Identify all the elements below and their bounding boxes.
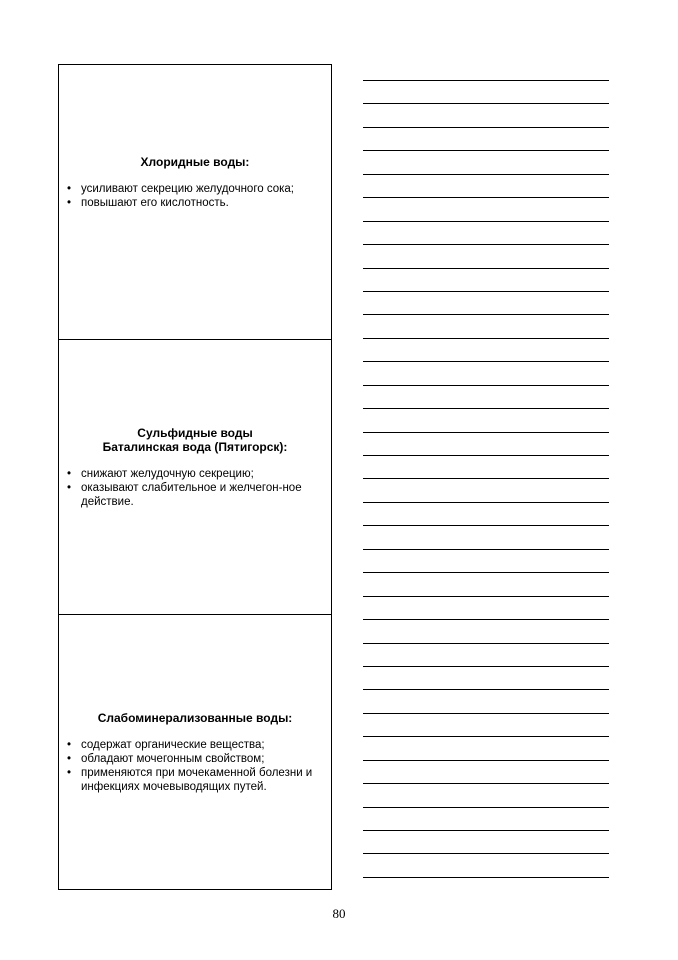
note-line: [363, 268, 609, 291]
note-line: [363, 877, 609, 900]
slide-sulfide-waters: [58, 339, 332, 615]
note-line: [363, 478, 609, 501]
note-line: [363, 596, 609, 619]
note-line: [363, 455, 609, 478]
note-line: [363, 549, 609, 572]
slide-title: Слабоминерализованные воды:: [97, 710, 293, 725]
bullet-item: • снижают желудочную секрецию;: [65, 467, 325, 481]
note-line: [363, 150, 609, 173]
note-line: [363, 244, 609, 267]
note-line: [363, 385, 609, 408]
slide-content: [65, 711, 325, 794]
note-line: [363, 760, 609, 783]
slide-title: Сульфидные воды Баталинская вода (Пятигорск):: [102, 425, 288, 454]
slide-content: [65, 155, 325, 210]
slide-chloride-waters: [58, 64, 332, 340]
notes-lines: [363, 80, 609, 900]
note-line: [363, 666, 609, 689]
bullet-list: [65, 738, 325, 794]
bullet-item: • усиливают секрецию желудочного сока;: [65, 182, 325, 196]
bullet-item: • применяются при мочекаменной болезни и инфекциях мочевыводящих путей.: [65, 766, 325, 794]
note-line: [363, 80, 609, 103]
note-line: [363, 689, 609, 712]
note-line: [363, 314, 609, 337]
note-line: [363, 525, 609, 548]
page-number: 80: [332, 906, 346, 921]
note-line: [363, 713, 609, 736]
slide-content: [65, 426, 325, 509]
bullet-list: [65, 182, 325, 210]
note-line: [363, 853, 609, 876]
note-line: [363, 408, 609, 431]
note-line: [363, 783, 609, 806]
note-line: [363, 174, 609, 197]
note-line: [363, 127, 609, 150]
bullet-item: • содержат органические вещества;: [65, 738, 325, 752]
note-line: [363, 291, 609, 314]
note-line: [363, 103, 609, 126]
note-line: [363, 221, 609, 244]
note-line: [363, 572, 609, 595]
note-line: [363, 502, 609, 525]
note-line: [363, 338, 609, 361]
slide-low-mineral-waters: [58, 614, 332, 890]
bullet-item: • повышают его кислотность.: [65, 196, 325, 210]
note-line: [363, 736, 609, 759]
bullet-item: • оказывают слабительное и желчегон-ное действие.: [65, 481, 325, 509]
bullet-list: [65, 467, 325, 509]
note-line: [363, 807, 609, 830]
note-line: [363, 643, 609, 666]
slides-column: [58, 64, 332, 890]
note-line: [363, 830, 609, 853]
note-line: [363, 361, 609, 384]
slide-title: Хлоридные воды:: [140, 154, 250, 169]
note-line: [363, 619, 609, 642]
bullet-item: • обладают мочегонным свойством;: [65, 752, 325, 766]
note-line: [363, 432, 609, 455]
note-line: [363, 197, 609, 220]
